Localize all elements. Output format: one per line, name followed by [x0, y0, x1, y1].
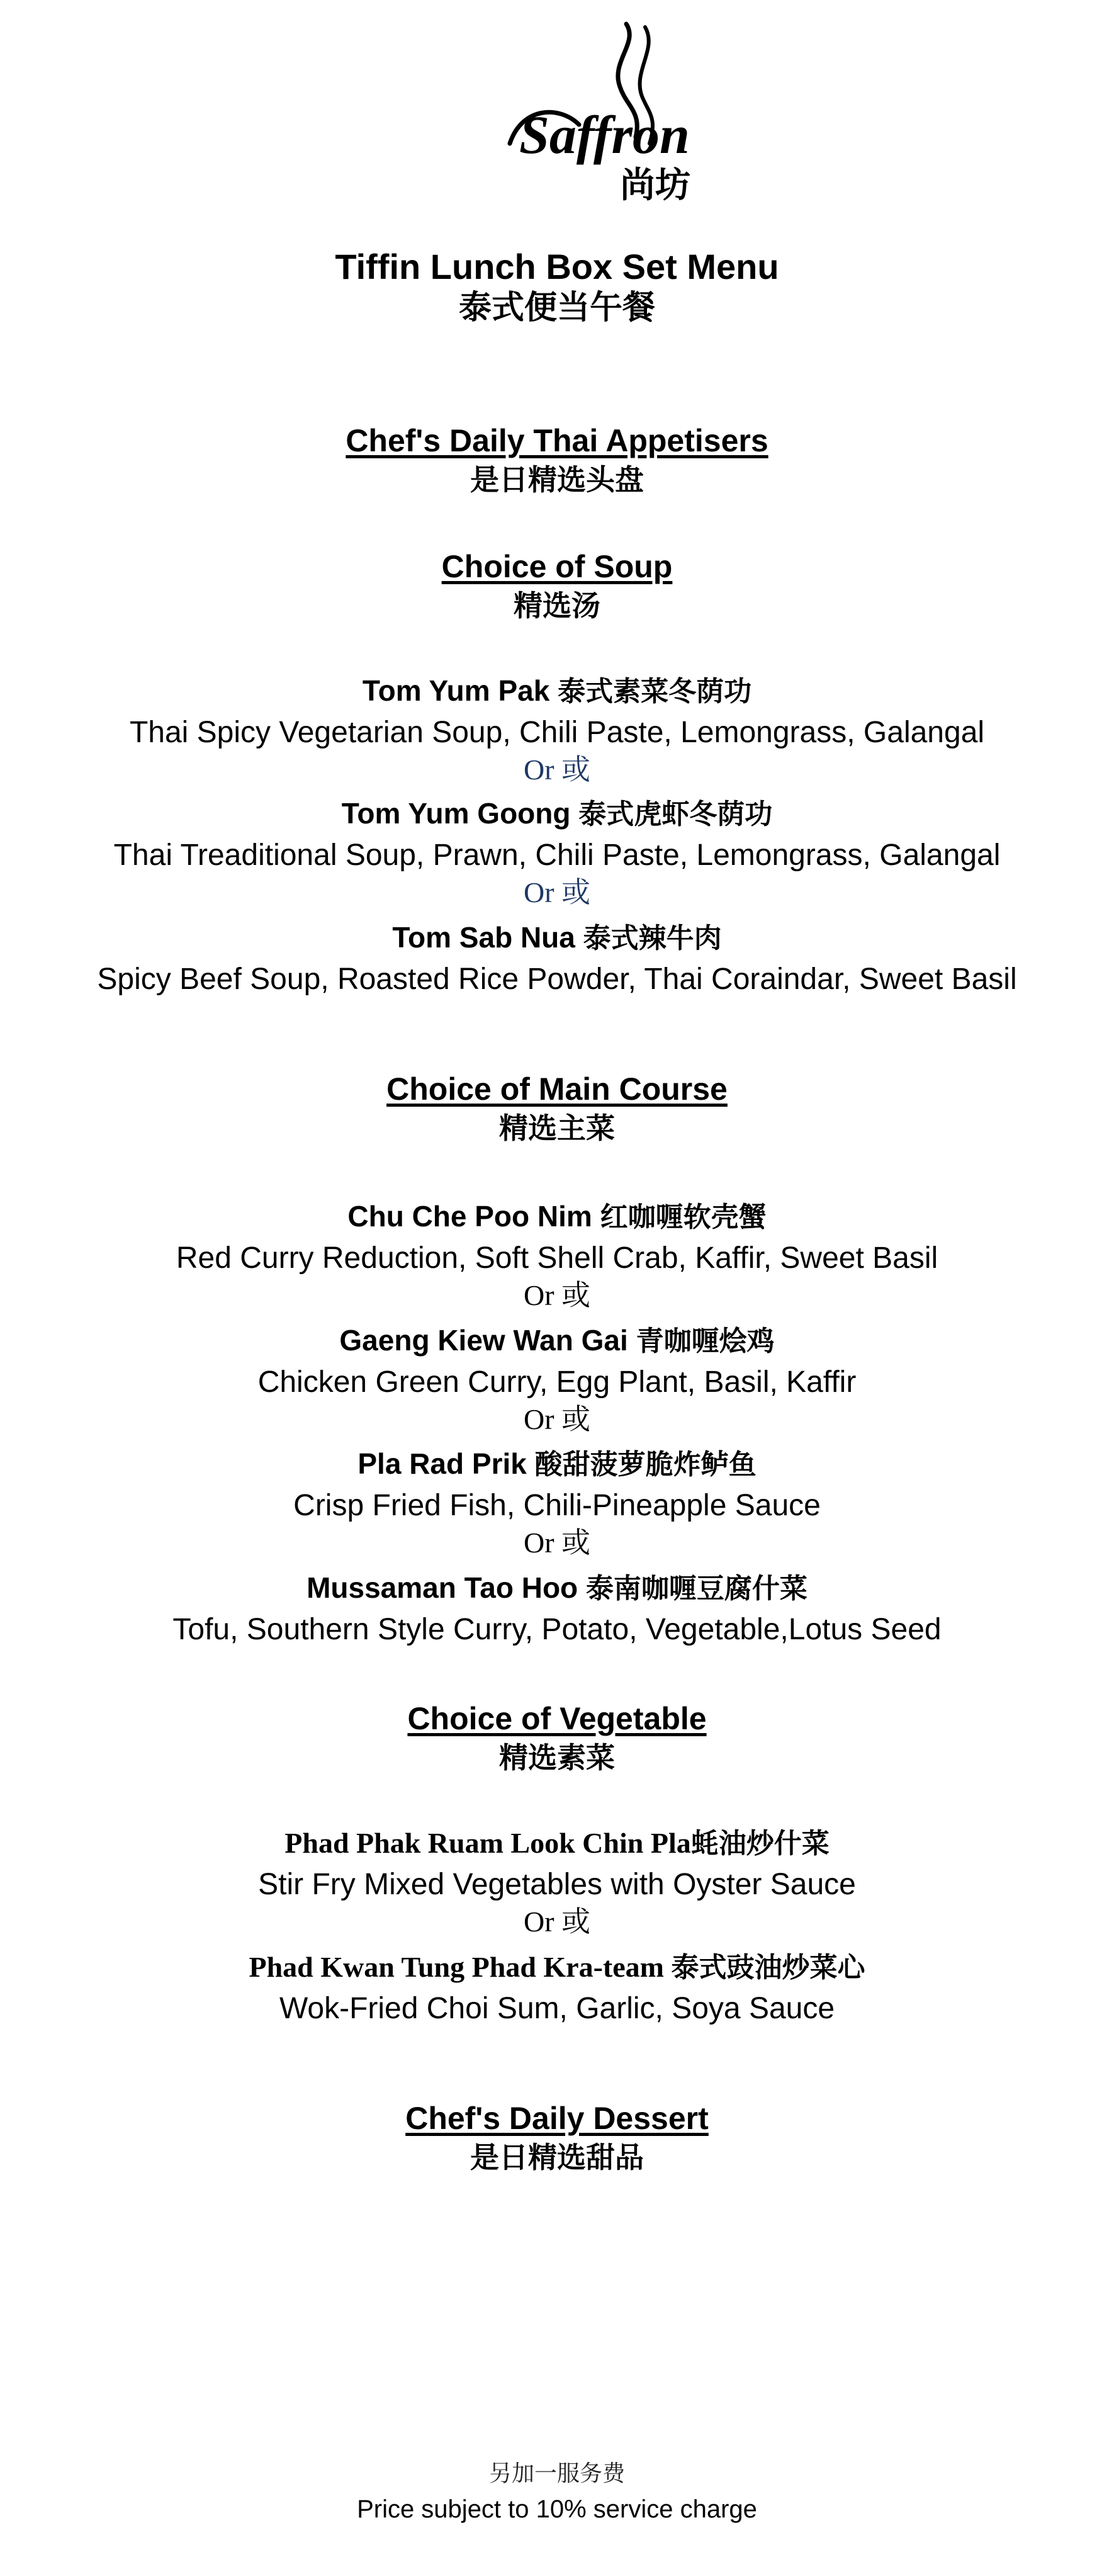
or-separator: Or 或 — [523, 1527, 591, 1559]
main-item-name: Mussaman Tao Hoo 泰南咖喱豆腐什菜 — [307, 1571, 807, 1605]
main-item-desc: Crisp Fried Fish, Chili-Pineapple Sauce — [293, 1489, 821, 1522]
or-separator: Or 或 — [523, 1403, 591, 1435]
vegetable-heading-cn: 精选素菜 — [499, 1741, 615, 1775]
service-charge-cn: 另加一服务费 — [488, 2461, 625, 2487]
vegetable-item-name: Phad Phak Ruam Look Chin Pla蚝油炒什菜 — [284, 1827, 830, 1860]
main-heading-cn: 精选主菜 — [499, 1111, 615, 1145]
soup-item-name: Tom Yum Pak 泰式素菜冬荫功 — [362, 674, 752, 708]
menu-title: Tiffin Lunch Box Set Menu — [335, 247, 779, 286]
menu-title-cn: 泰式便当午餐 — [458, 288, 655, 327]
main-item-name: Chu Che Poo Nim 红咖喱软壳蟹 — [347, 1200, 767, 1233]
dessert-heading: Chef's Daily Dessert — [405, 2101, 709, 2136]
dessert-heading-cn: 是日精选甜品 — [470, 2140, 644, 2174]
logo-wordmark: Saffron — [519, 105, 690, 165]
main-item-desc: Chicken Green Curry, Egg Plant, Basil, Kaffir — [257, 1365, 857, 1399]
soup-item-name: Tom Sab Nua 泰式辣牛肉 — [392, 921, 722, 954]
soup-item-desc: Thai Spicy Vegetarian Soup, Chili Paste, Lemongrass, Galangal — [129, 716, 985, 749]
appetisers-heading: Chef's Daily Thai Appetisers — [346, 423, 768, 458]
soup-heading: Choice of Soup — [441, 549, 673, 584]
vegetable-item-desc: Wok-Fried Choi Sum, Garlic, Soya Sauce — [279, 1992, 835, 2025]
vegetable-heading: Choice of Vegetable — [407, 1701, 707, 1736]
soup-item-desc: Thai Treaditional Soup, Prawn, Chili Paste, Lemongrass, Galangal — [113, 839, 1001, 872]
or-separator: Or 或 — [523, 876, 591, 908]
main-item-name: Gaeng Kiew Wan Gai 青咖喱烩鸡 — [339, 1324, 775, 1357]
saffron-logo — [485, 18, 724, 206]
logo-cn-mark: 尚坊 — [620, 164, 690, 206]
service-charge-note: Price subject to 10% service charge — [357, 2495, 757, 2523]
vegetable-item-name: Phad Kwan Tung Phad Kra-team 泰式豉油炒菜心 — [249, 1951, 865, 1984]
appetisers-heading-cn: 是日精选头盘 — [470, 463, 644, 497]
or-separator: Or 或 — [523, 754, 591, 786]
soup-item-desc: Spicy Beef Soup, Roasted Rice Powder, Thai Coraindar, Sweet Basil — [97, 963, 1017, 996]
main-item-desc: Red Curry Reduction, Soft Shell Crab, Kaffir, Sweet Basil — [176, 1241, 938, 1275]
saffron-logo-graphic — [485, 18, 724, 206]
or-separator: Or 或 — [523, 1906, 591, 1938]
soup-heading-cn: 精选汤 — [514, 589, 600, 623]
soup-item-name: Tom Yum Goong 泰式虎虾冬荫功 — [341, 797, 773, 830]
vegetable-item-desc: Stir Fry Mixed Vegetables with Oyster Sauce — [258, 1868, 856, 1901]
main-item-name: Pla Rad Prik 酸甜菠萝脆炸鲈鱼 — [357, 1447, 757, 1481]
main-item-desc: Tofu, Southern Style Curry, Potato, Vegetable,Lotus Seed — [172, 1613, 942, 1646]
main-heading: Choice of Main Course — [386, 1071, 728, 1107]
or-separator: Or 或 — [523, 1279, 591, 1311]
